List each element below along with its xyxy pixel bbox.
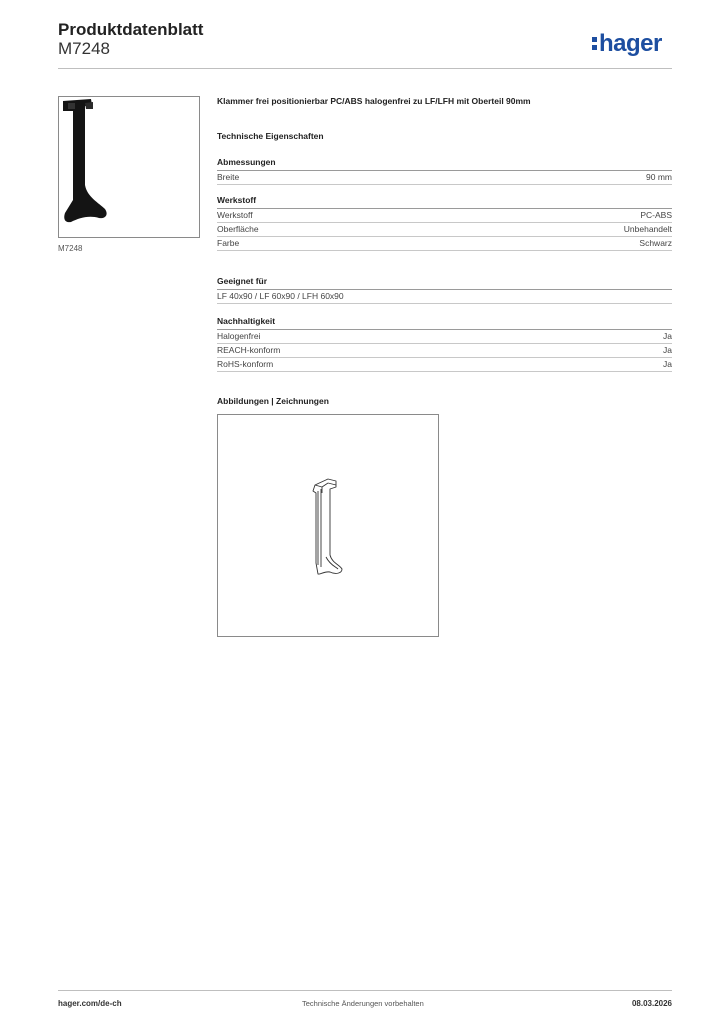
property-label: RoHS-konform (217, 359, 274, 369)
property-value: Ja (663, 345, 672, 355)
group-title: Werkstoff (217, 195, 672, 209)
property-value: PC-ABS (640, 210, 672, 220)
property-label: Werkstoff (217, 210, 253, 220)
group-dimensions (217, 157, 672, 185)
clamp-drawing-icon (218, 415, 438, 636)
property-label: REACH-konform (217, 345, 281, 355)
property-label: Oberfläche (217, 224, 259, 234)
logo-text: hager (599, 30, 662, 57)
property-row (217, 237, 672, 251)
group-suitable-for (217, 276, 672, 304)
property-value: Unbehandelt (623, 224, 672, 234)
property-value: Ja (663, 331, 672, 341)
group-title: Geeignet für (217, 276, 672, 290)
property-value: 90 mm (646, 172, 672, 182)
page-title: Produktdatenblatt (58, 20, 204, 39)
product-image-frame (58, 96, 200, 238)
footer-website-link[interactable]: hager.com/de-ch (58, 999, 122, 1008)
hager-logo (592, 30, 662, 58)
property-row (217, 209, 672, 223)
property-row (217, 223, 672, 237)
logo-dots-icon (592, 34, 597, 50)
product-code-heading: M7248 (58, 39, 110, 58)
clamp-photo-icon (59, 97, 199, 237)
group-title: Nachhaltigkeit (217, 316, 672, 330)
drawing-frame (217, 414, 439, 637)
property-label: Farbe (217, 238, 240, 248)
group-material (217, 195, 672, 251)
property-label: LF 40x90 / LF 60x90 / LFH 60x90 (217, 291, 344, 301)
header-divider (58, 68, 672, 69)
property-value: Ja (663, 359, 672, 369)
drawings-title: Abbildungen | Zeichnungen (217, 396, 329, 406)
group-title: Abmessungen (217, 157, 672, 171)
technical-properties-title: Technische Eigenschaften (217, 131, 324, 141)
product-description: Klammer frei positionierbar PC/ABS halogenfrei zu LF/LFH mit Oberteil 90mm (217, 96, 531, 106)
group-sustainability (217, 316, 672, 372)
product-image-caption: M7248 (58, 244, 83, 253)
footer-date: 08.03.2026 (631, 999, 672, 1008)
property-row (217, 171, 672, 185)
property-row (217, 290, 672, 304)
property-label: Breite (217, 172, 240, 182)
footer-divider (58, 990, 672, 991)
property-label: Halogenfrei (217, 331, 261, 341)
footer-notice: Technische Änderungen vorbehalten (302, 999, 424, 1008)
property-row (217, 330, 672, 344)
property-row (217, 358, 672, 372)
property-value: Schwarz (639, 238, 672, 248)
property-row (217, 344, 672, 358)
